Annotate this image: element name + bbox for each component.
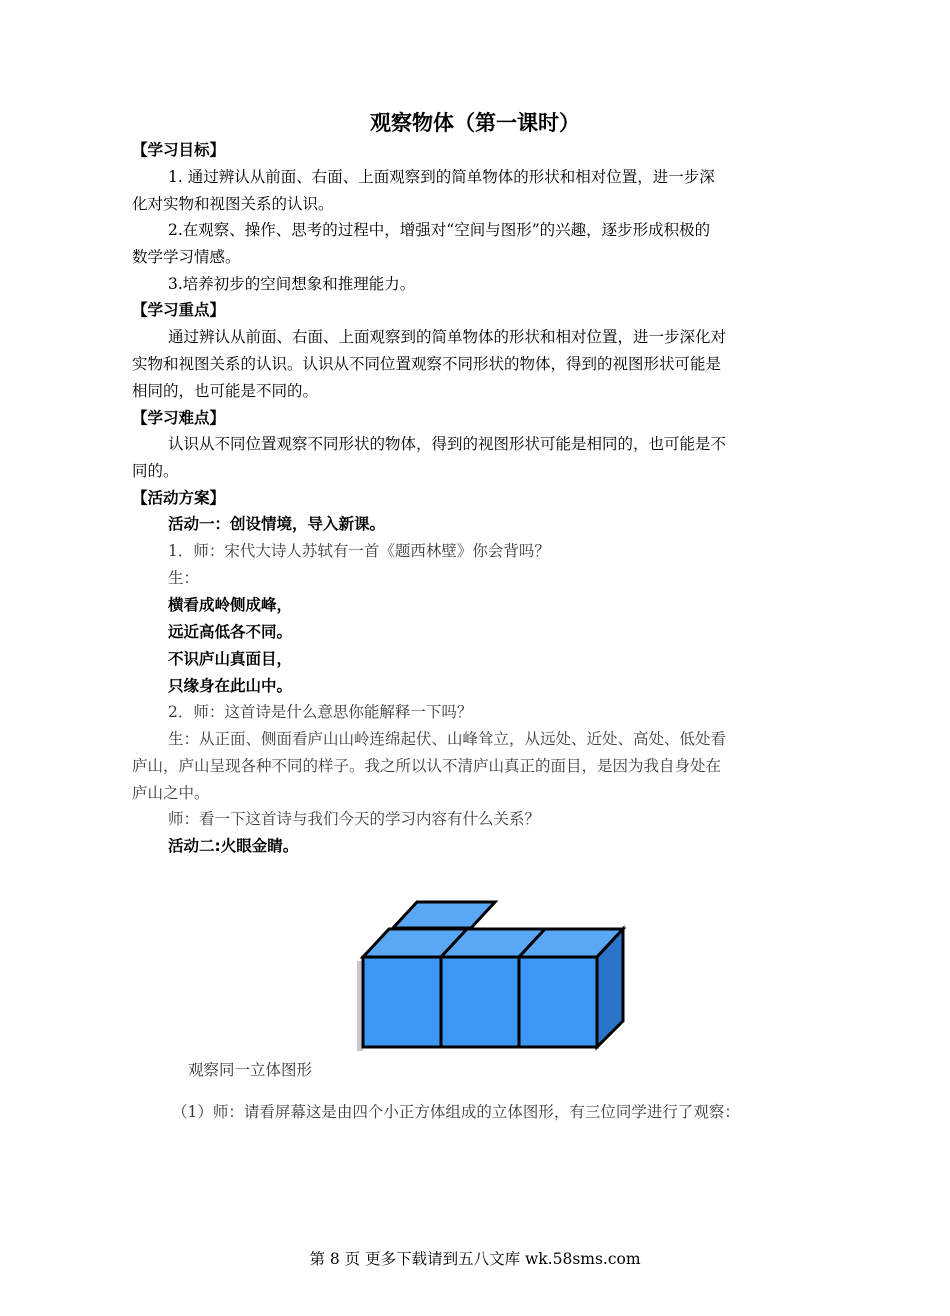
goal-2-line-2: 数学学习情感。 <box>132 248 241 266</box>
page-title: 观察物体（第一课时） <box>370 111 580 135</box>
goal-3: 3.培养初步的空间想象和推理能力。 <box>168 275 416 293</box>
key-line-3: 相同的，也可能是不同的。 <box>132 382 319 400</box>
goal-1-line-1: 1. 通过辨认从前面、右面、上面观察到的简单物体的形状和相对位置，进一步深 <box>168 168 715 186</box>
poem-line-4: 只缘身在此山中。 <box>168 677 293 695</box>
key-heading: 【学习重点】 <box>132 301 226 319</box>
difficulty-line-1: 认识从不同位置观察不同形状的物体，得到的视图形状可能是相同的，也可能是不 <box>168 435 727 453</box>
poem-line-1: 横看成岭侧成峰， <box>168 596 293 614</box>
difficulty-line-2: 同的。 <box>132 462 179 480</box>
answer-line-2: 庐山，庐山呈现各种不同的样子。我之所以认不清庐山真正的面目，是因为我自身处在 <box>132 757 722 775</box>
cube-figure <box>355 897 635 1055</box>
answer-line-3: 庐山之中。 <box>132 784 210 802</box>
back-cube-top <box>393 902 495 928</box>
difficulty-heading: 【学习难点】 <box>132 409 226 427</box>
poem-line-2: 远近高低各不同。 <box>168 623 293 641</box>
cube-2-front <box>441 957 519 1047</box>
activity-1-question-2: 2．师：这首诗是什么意思你能解释一下吗？ <box>168 703 473 721</box>
plan-heading: 【活动方案】 <box>132 489 226 507</box>
poem-line-3: 不识庐山真面目， <box>168 650 293 668</box>
goal-1-line-2: 化对实物和视图关系的认识。 <box>132 195 334 213</box>
key-line-2: 实物和视图关系的认识。认识从不同位置观察不同形状的物体，得到的视图形状可能是 <box>132 355 722 373</box>
cube-3-front <box>519 957 597 1047</box>
teacher-question: 师：看一下这首诗与我们今天的学习内容有什么关系？ <box>168 810 541 828</box>
figure-caption: 观察同一立体图形 <box>188 1061 313 1079</box>
activity-1-title: 活动一：创设情境，导入新课。 <box>168 515 386 533</box>
goals-heading: 【学习目标】 <box>132 141 226 159</box>
activity-2-title: 活动二:火眼金睛。 <box>168 837 299 855</box>
answer-line-1: 生：从正面、侧面看庐山山岭连绵起伏、山峰耸立，从远处、近处、高处、低处看 <box>168 730 727 748</box>
activity-1-student: 生： <box>168 569 200 587</box>
step-1: （1）师：请看屏幕这是由四个小正方体组成的立体图形，有三位同学进行了观察： <box>172 1103 740 1121</box>
goal-2-line-1: 2.在观察、操作、思考的过程中，增强对“空间与图形”的兴趣，逐步形成积极的 <box>168 221 711 239</box>
page-footer: 第 8 页 更多下载请到五八文库 wk.58sms.com <box>309 1250 641 1268</box>
cube-1-front <box>363 957 441 1047</box>
activity-1-question-1: 1．师：宋代大诗人苏轼有一首《题西林壁》你会背吗？ <box>168 542 550 560</box>
key-line-1: 通过辨认从前面、右面、上面观察到的简单物体的形状和相对位置，进一步深化对 <box>168 328 727 346</box>
